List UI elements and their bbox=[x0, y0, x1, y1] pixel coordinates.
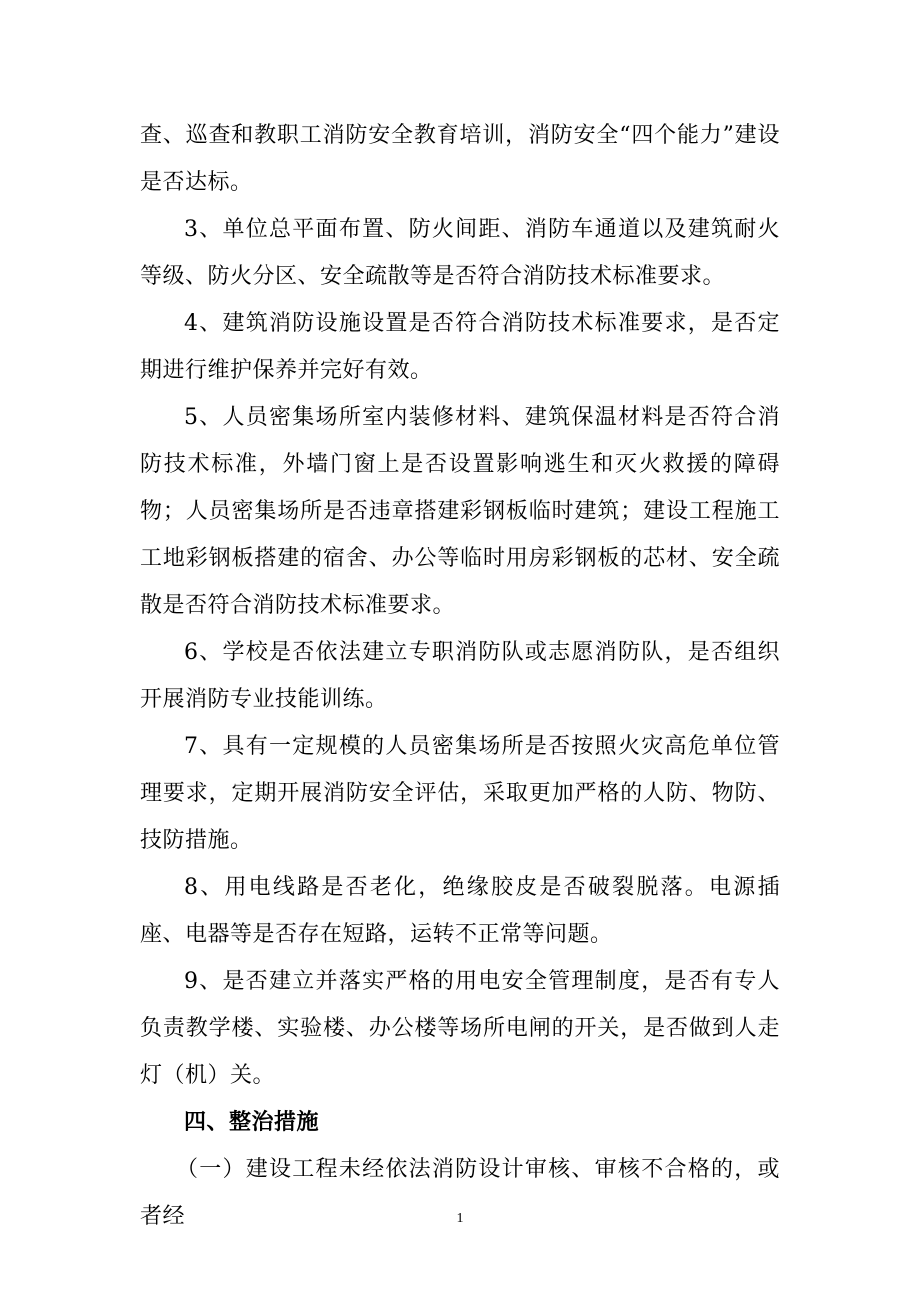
paragraph-item-3: 3、单位总平面布置、防火间距、消防车通道以及建筑耐火等级、防火分区、安全疏散等是否符合消防技术标准要求。 bbox=[140, 217, 780, 289]
paragraph-continuation: 查、巡查和教职工消防安全教育培训，消防安全“四个能力”建设是否达标。 bbox=[140, 123, 780, 195]
paragraph-item-7: 7、具有一定规模的人员密集场所是否按照火灾高危单位管理要求，定期开展消防安全评估，采取更加严格的人防、物防、技防措施。 bbox=[140, 734, 780, 853]
measure-paragraph-1: （一）建设工程未经依法消防设计审核、审核不合格的，或者经 bbox=[140, 1157, 780, 1229]
section-heading: 四、整治措施 bbox=[184, 1109, 320, 1135]
paragraph-item-4: 4、建筑消防设施设置是否符合消防技术标准要求，是否定期进行维护保养并完好有效。 bbox=[140, 311, 780, 383]
paragraph-item-8: 8、用电线路是否老化，绝缘胶皮是否破裂脱落。电源插座、电器等是否存在短路，运转不正常等问题。 bbox=[140, 875, 780, 947]
paragraph-item-9: 9、是否建立并落实严格的用电安全管理制度，是否有专人负责教学楼、实验楼、办公楼等场所电闸的开关，是否做到人走灯（机）关。 bbox=[140, 969, 780, 1088]
paragraph-item-5: 5、人员密集场所室内装修材料、建筑保温材料是否符合消防技术标准，外墙门窗上是否设置影响逃生和灭火救援的障碍物；人员密集场所是否违章搭建彩钢板临时建筑；建设工程施工工地彩钢板搭建的宿舍、办公等临时用房彩钢板的芯材、安全疏散是否符合消防技术标准要求。 bbox=[140, 405, 780, 618]
document-body bbox=[140, 112, 780, 1240]
paragraph-item-6: 6、学校是否依法建立专职消防队或志愿消防队，是否组织开展消防专业技能训练。 bbox=[140, 640, 780, 712]
page-number: 1 bbox=[456, 1211, 464, 1226]
